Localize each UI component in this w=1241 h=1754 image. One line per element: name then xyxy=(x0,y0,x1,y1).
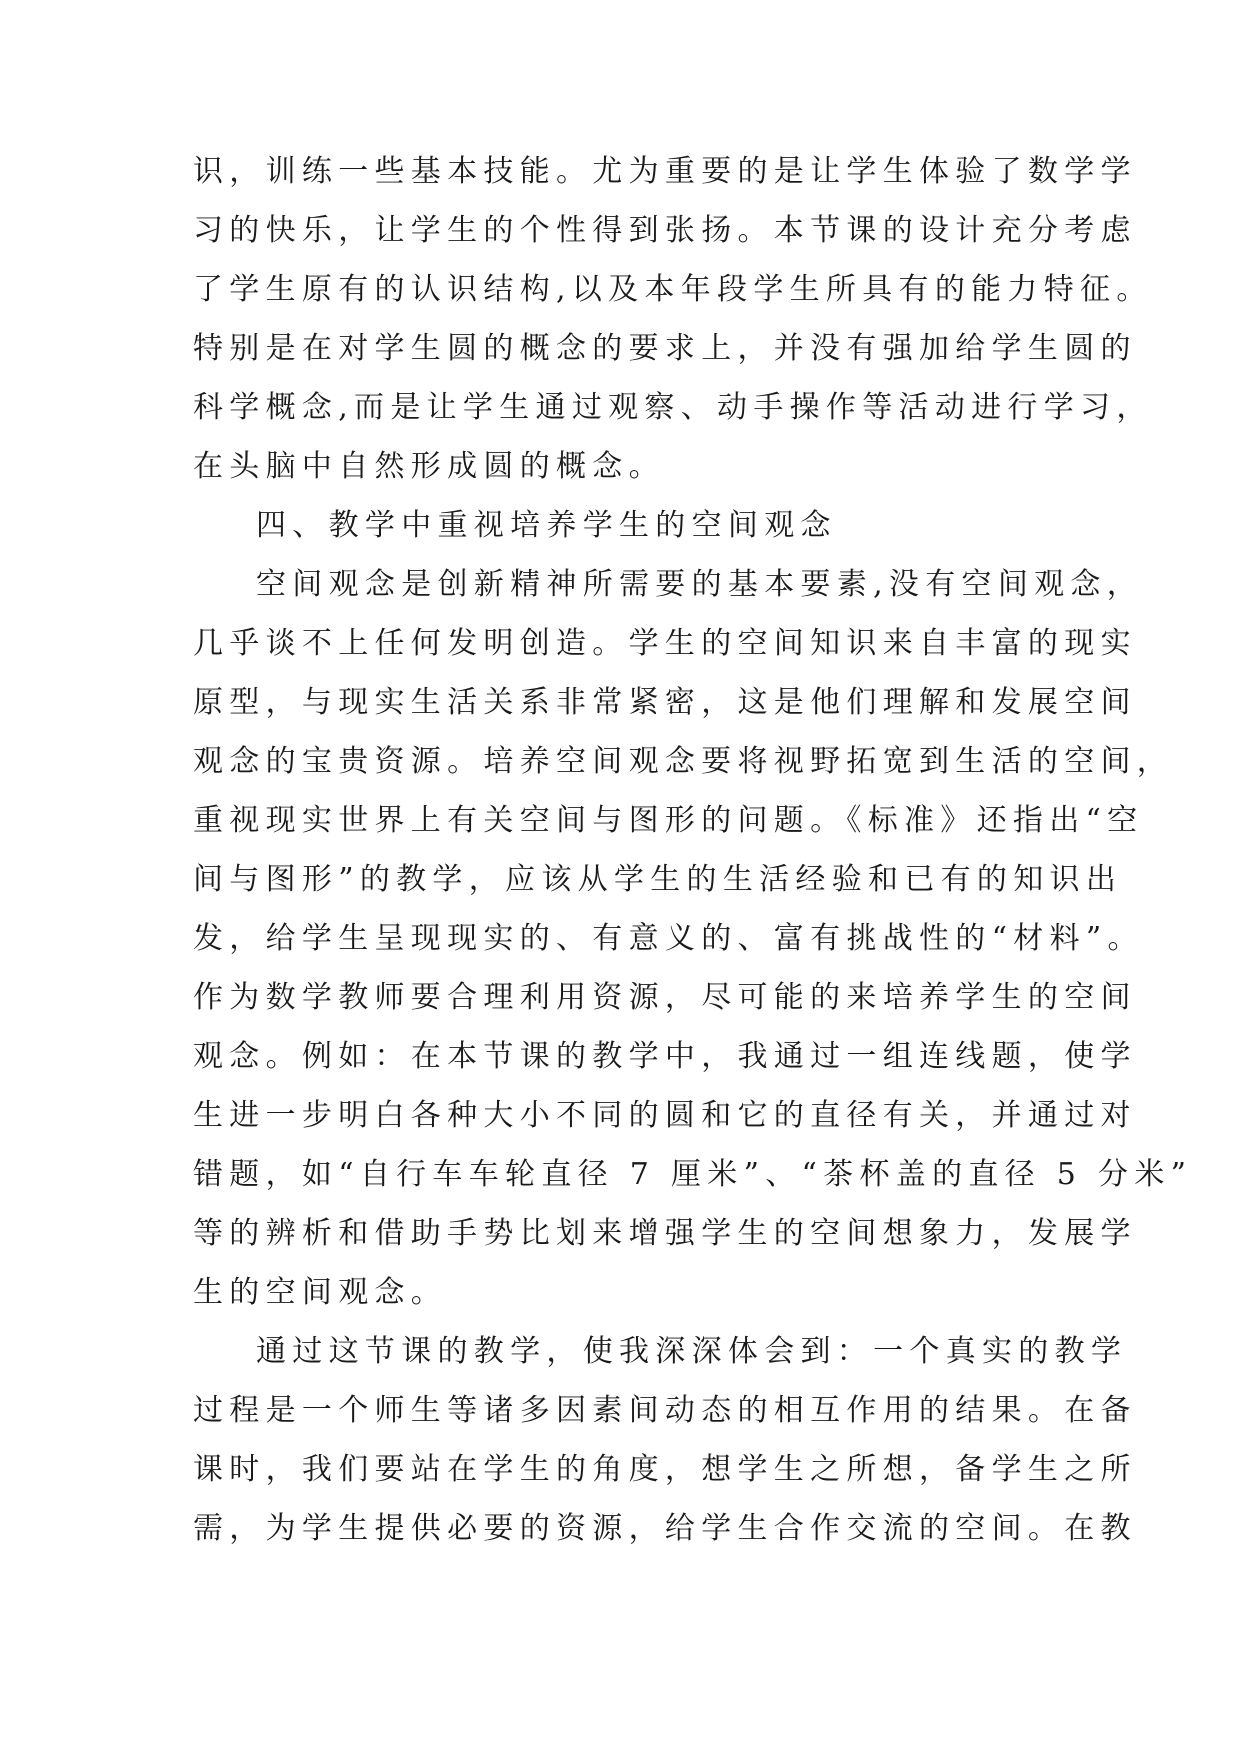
text-line: 等的辨析和借助手势比划来增强学生的空间想象力，发展学 xyxy=(193,1216,1137,1251)
text-line: 作为数学教师要合理利用资源，尽可能的来培养学生的空间 xyxy=(193,980,1137,1015)
text-line: 发，给学生呈现现实的、有意义的、富有挑战性的“材料”。 xyxy=(193,921,1144,956)
text-line: 在头脑中自然形成圆的概念。 xyxy=(193,449,665,484)
text-line: 科学概念,而是让学生通过观察、动手操作等活动进行学习， xyxy=(193,390,1153,425)
text-line: 特别是在对学生圆的概念的要求上，并没有强加给学生圆的 xyxy=(193,331,1137,366)
text-line: 空间观念是创新精神所需要的基本要素,没有空间观念， xyxy=(256,567,1144,602)
text-line: 生的空间观念。 xyxy=(193,1275,448,1310)
text-line: 生进一步明白各种大小不同的圆和它的直径有关，并通过对 xyxy=(193,1098,1137,1133)
text-line: 通过这节课的教学，使我深深体会到：一个真实的教学 xyxy=(256,1334,1128,1369)
text-line: 习的快乐，让学生的个性得到张扬。本节课的设计充分考虑 xyxy=(193,213,1137,248)
text-line: 重视现实世界上有关空间与图形的问题。《标准》还指出“空 xyxy=(193,803,1144,838)
section-heading: 四、教学中重视培养学生的空间观念 xyxy=(256,508,837,543)
text-line: 错题，如“自行车车轮直径 7 厘米”、“茶杯盖的直径 5 分米” xyxy=(193,1157,1193,1192)
text-line: 几乎谈不上任何发明创造。学生的空间知识来自丰富的现实 xyxy=(193,626,1137,661)
text-line: 过程是一个师生等诸多因素间动态的相互作用的结果。在备 xyxy=(193,1393,1137,1428)
text-line: 了学生原有的认识结构,以及本年段学生所具有的能力特征。 xyxy=(193,272,1153,307)
text-line: 识，训练一些基本技能。尤为重要的是让学生体验了数学学 xyxy=(193,154,1137,189)
text-line: 原型，与现实生活关系非常紧密，这是他们理解和发展空间 xyxy=(193,685,1137,720)
text-line: 观念的宝贵资源。培养空间观念要将视野拓宽到生活的空间， xyxy=(193,744,1174,779)
text-line: 间与图形”的教学，应该从学生的生活经验和已有的知识出 xyxy=(193,862,1123,897)
text-line: 需，为学生提供必要的资源，给学生合作交流的空间。在教 xyxy=(193,1511,1137,1546)
text-line: 课时，我们要站在学生的角度，想学生之所想，备学生之所 xyxy=(193,1452,1137,1487)
text-line: 观念。例如：在本节课的教学中，我通过一组连线题，使学 xyxy=(193,1039,1137,1074)
